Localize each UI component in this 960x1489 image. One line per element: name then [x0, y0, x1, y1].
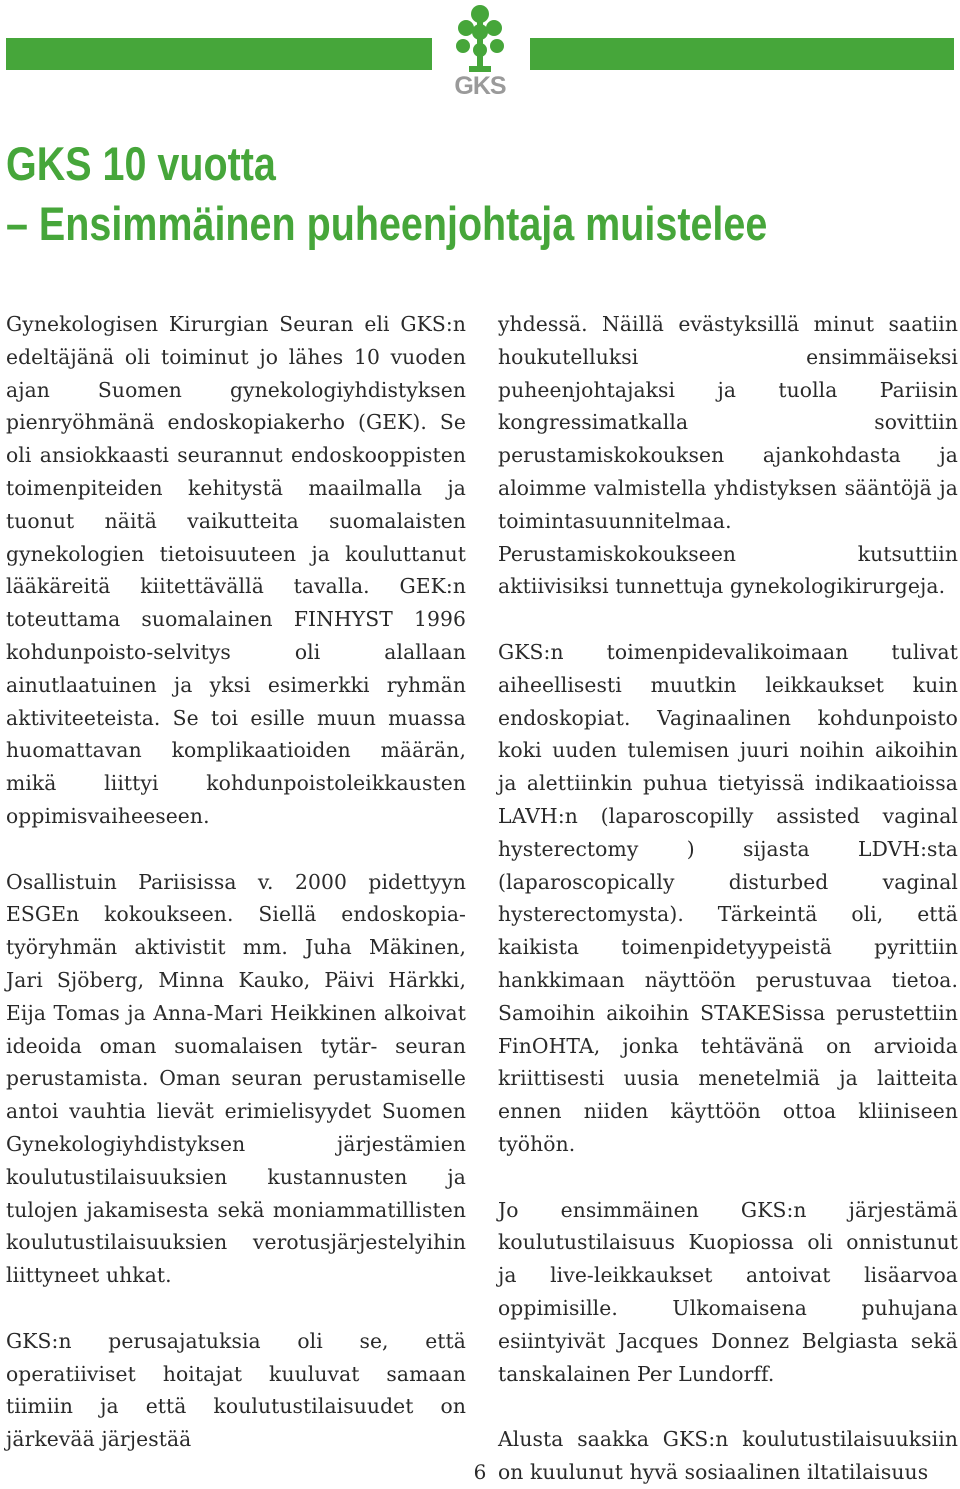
article-title	[6, 134, 804, 254]
paragraph: GKS:n toimenpidevalikoimaan tulivat aiheellisesti muutkin leikkaukset kuin endoskopiat. Vaginaalinen kohdunpoisto koki uuden tulemisen juuri noihin aikoihin ja alettiinkin puhua tietyissä indikaatioissa LAVH:n (laparoscopilly assisted vaginal hysterectomy ) sijasta LDVH:sta (laparoscopically disturbed vaginal hysterectomysta). Tärkeintä oli, että kaikista toimenpidetyypeistä pyrittiin hankkimaan näyttöön perustuvaa tietoa. Samoihin aikoihin STAKESissa perustettiin FinOHTA, jonka tehtävänä on arvioida kriittisesti uusia menetelmiä ja laitteita ennen niiden käyttöön ottoa kliiniseen työhön.	[498, 639, 958, 1156]
right-column	[498, 308, 958, 1489]
paragraph: yhdessä. Näillä evästyksillä minut saatiin houkutelluksi ensimmäiseksi puheenjohtajaksi ja tuolla Pariisin kongressimatkalla sovittiin perustamiskokouksen ajankohdasta ja aloimme valmistella yhdistyksen sääntöjä ja toimintasuunnitelmaa. Perustamiskokoukseen kutsuttiin aktiivisiksi tunnettuja gynekologikirurgeja.	[498, 312, 958, 599]
paragraph: Gynekologisen Kirurgian Seuran eli GKS:n edeltäjänä oli toiminut jo lähes 10 vuoden ajan Suomen gynekologiyhdistyksen pienryöhmänä endoskopiakerho (GEK). Se oli ansiokkaasti seurannut endoskooppisten toimenpiteiden kehitystä maailmalla ja tuonut näitä vaikutteita suomalaisten gynekologien tietoisuuteen ja kouluttanut lääkäreitä kiitettävällä tavalla. GEK:n toteuttama suomalainen FINHYST 1996 kohdunpoisto-selvitys oli alallaan ainutlaatuinen ja yksi esimerkki ryhmän aktiviteeteista. Se toi esille muun muassa huomattavan komplikaatioiden määrän, mikä liittyi kohdunpoistoleikkausten oppimisvaiheeseen.	[6, 312, 466, 828]
left-column	[6, 308, 466, 1456]
header-bar-left	[6, 38, 432, 70]
paragraph: Jo ensimmäinen GKS:n järjestämä koulutustilaisuus Kuopiossa oli onnistunut ja live-leikkaukset antoivat lisäarvoa oppimisille. Ulkomaisena puhujana esiintyivät Jacques Donnez Belgiasta sekä tanskalainen Per Lundorff.	[498, 1197, 958, 1386]
header-bar-right	[530, 38, 954, 70]
tree-icon	[441, 2, 519, 74]
paragraph: GKS:n perusajatuksia oli se, että operatiiviset hoitajat kuuluvat samaan tiimiin ja että koulutustilaisuudet on järkevää järjestää	[6, 1328, 466, 1452]
title-line-1: GKS 10 vuotta	[6, 137, 276, 190]
title-line-2: – Ensimmäinen puheenjohtaja muistelee	[6, 197, 768, 250]
logo-text: GKS	[454, 72, 506, 100]
paragraph: Osallistuin Pariisissa v. 2000 pidettyyn ESGEn kokoukseen. Siellä endoskopia-työryhmän aktivistit mm. Juha Mäkinen, Jari Sjöberg, Minna Kauko, Päivi Härkki, Eija Tomas ja Anna-Mari Heikkinen alkoivat ideoida oman suomalaisen tytär- seuran perustamista. Oman seuran perustamiselle antoi vauhtia lievät erimielisyydet Suomen Gynekologiyhdistyksen järjestämien koulutustilaisuuksien kustannusten ja tulojen jakamisesta sekä moniammatillisten koulutustilaisuuksien verotusjärjestelyihin liittyneet uhkat.	[6, 869, 466, 1288]
gks-logo	[441, 2, 519, 102]
paragraph: Alusta saakka GKS:n koulutustilaisuuksiin on kuulunut hyvä sosiaalinen iltatilaisuus	[498, 1427, 958, 1484]
page-number: 6	[473, 1460, 487, 1484]
